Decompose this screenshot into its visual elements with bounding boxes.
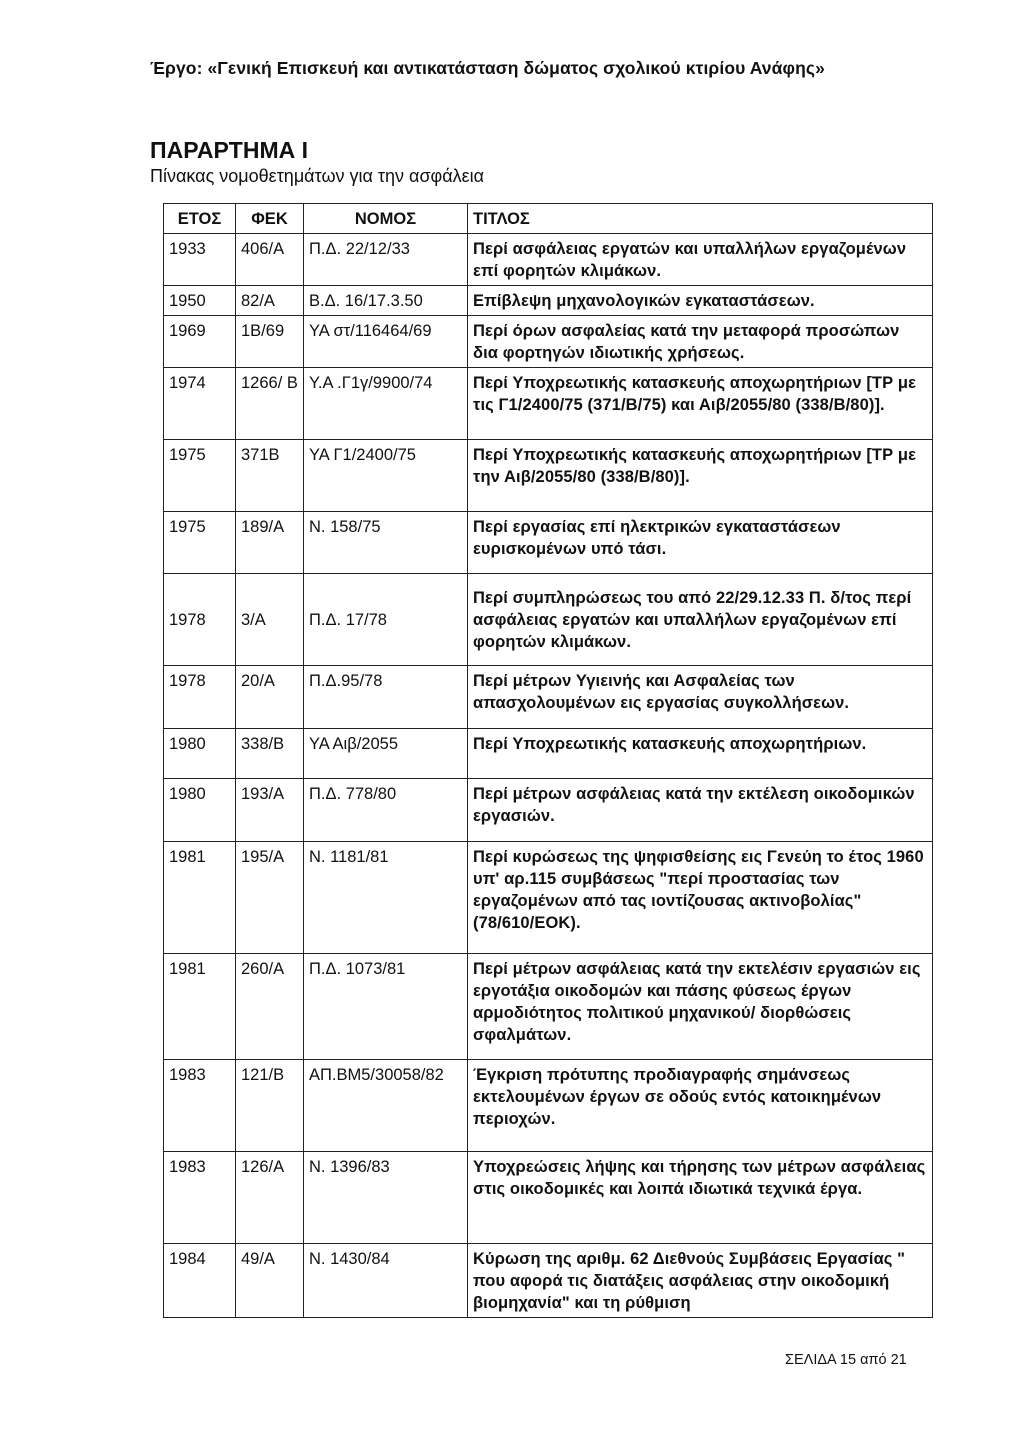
cell-fek: 121/Β [236,1060,304,1152]
cell-title: Κύρωση της αριθμ. 62 Διεθνούς Συμβάσεις Εργασίας " που αφορά τις διατάξεις ασφάλειας στην οικοδομική βιομηχανία" και τη ρύθμιση [468,1244,933,1318]
cell-fek: 126/Α [236,1152,304,1244]
table-row [164,954,933,1060]
cell-fek: 195/Α [236,842,304,954]
cell-law: Ν. 158/75 [304,512,468,574]
cell-year: 1950 [164,286,236,316]
cell-title: Περί μέτρων ασφάλειας κατά την εκτέλεση οικοδομικών εργασιών. [468,779,933,842]
cell-fek: 338/Β [236,729,304,779]
table-row [164,440,933,512]
cell-year: 1983 [164,1060,236,1152]
cell-year: 1984 [164,1244,236,1318]
cell-year: 1933 [164,234,236,286]
column-header-fek: ΦΕΚ [236,204,304,234]
cell-year: 1974 [164,368,236,440]
column-header-year: ΕΤΟΣ [164,204,236,234]
table-row [164,234,933,286]
cell-law: Π.Δ. 17/78 [304,574,468,666]
cell-title: Περί μέτρων Υγιεινής και Ασφαλείας των απασχολουμένων εις εργασίας συγκολλήσεων. [468,666,933,729]
page-number: ΣΕΛΙΔΑ 15 από 21 [785,1352,907,1368]
table-row [164,286,933,316]
cell-year: 1978 [164,666,236,729]
appendix-title: ΠΑΡΑΡΤΗΜΑ Ι [150,137,309,163]
cell-title: Περί συμπληρώσεως του από 22/29.12.33 Π. δ/τος περί ασφάλειας εργατών και υπαλλήλων εργαζομένων επί φορητών κλιμάκων. [468,574,933,666]
cell-fek: 82/Α [236,286,304,316]
cell-fek: 3/Α [236,574,304,666]
cell-law: Ν. 1181/81 [304,842,468,954]
cell-title: Περί Υποχρεωτικής κατασκευής αποχωρητήριων [ΤΡ με τις Γ1/2400/75 (371/Β/75) και Αιβ/2055/80 (338/Β/80)]. [468,368,933,440]
cell-title: Υποχρεώσεις λήψης και τήρησης των μέτρων ασφάλειας στις οικοδομικές και λοιπά ιδιωτικά τεχνικά έργα. [468,1152,933,1244]
cell-law: ΥΑ Γ1/2400/75 [304,440,468,512]
cell-fek: 1266/ Β [236,368,304,440]
cell-law: Π.Δ.95/78 [304,666,468,729]
cell-fek: 49/Α [236,1244,304,1318]
cell-law: ΑΠ.ΒΜ5/30058/82 [304,1060,468,1152]
cell-title: Περί Υποχρεωτικής κατασκευής αποχωρητήριων [ΤΡ με την Αιβ/2055/80 (338/Β/80)]. [468,440,933,512]
cell-title: Περί όρων ασφαλείας κατά την μεταφορά προσώπων δια φορτηγών ιδιωτικής χρήσεως. [468,316,933,368]
cell-year: 1983 [164,1152,236,1244]
table-row [164,779,933,842]
cell-year: 1975 [164,440,236,512]
cell-fek: 193/Α [236,779,304,842]
table-row [164,666,933,729]
cell-law: Υ.Α .Γ1γ/9900/74 [304,368,468,440]
table-row [164,1152,933,1244]
cell-law: Π.Δ. 1073/81 [304,954,468,1060]
cell-year: 1975 [164,512,236,574]
cell-title: Περί κυρώσεως της ψηφισθείσης εις Γενεύη το έτος 1960 υπ' αρ.115 συμβάσεως "περί προστασίας των εργαζομένων από τας ιοντίζουσας ακτινοβολίας" (78/610/ΕΟΚ). [468,842,933,954]
cell-title: Επίβλεψη μηχανολογικών εγκαταστάσεων. [468,286,933,316]
cell-fek: 371Β [236,440,304,512]
cell-fek: 20/Α [236,666,304,729]
table-row [164,574,933,666]
cell-year: 1978 [164,574,236,666]
cell-year: 1980 [164,729,236,779]
table-row [164,316,933,368]
table-row [164,512,933,574]
cell-title: Περί Υποχρεωτικής κατασκευής αποχωρητήριων. [468,729,933,779]
cell-title: Έγκριση πρότυπης προδιαγραφής σημάνσεως εκτελουμένων έργων σε οδούς εντός κατοικημένων περιοχών. [468,1060,933,1152]
cell-law: ΥΑ Αιβ/2055 [304,729,468,779]
cell-title: Περί ασφάλειας εργατών και υπαλλήλων εργαζομένων επί φορητών κλιμάκων. [468,234,933,286]
table-row [164,1244,933,1318]
table-header-row [164,204,933,234]
cell-law: Π.Δ. 778/80 [304,779,468,842]
cell-fek: 1Β/69 [236,316,304,368]
cell-year: 1981 [164,954,236,1060]
cell-year: 1969 [164,316,236,368]
cell-year: 1980 [164,779,236,842]
appendix-subtitle: Πίνακας νομοθετημάτων για την ασφάλεια [150,166,485,186]
cell-law: Ν. 1430/84 [304,1244,468,1318]
table-row [164,368,933,440]
cell-title: Περί μέτρων ασφάλειας κατά την εκτελέσιν εργασιών εις εργοτάξια οικοδομών και πάσης φύσεως έργων αρμοδιότητος πολιτικού μηχανικού/ διορθώσεις σφαλμάτων. [468,954,933,1060]
cell-fek: 260/Α [236,954,304,1060]
cell-law: ΥΑ στ/116464/69 [304,316,468,368]
cell-law: Β.Δ. 16/17.3.50 [304,286,468,316]
cell-year: 1981 [164,842,236,954]
cell-fek: 406/Α [236,234,304,286]
cell-law: Ν. 1396/83 [304,1152,468,1244]
column-header-title: ΤΙΤΛΟΣ [468,204,933,234]
table-body [164,234,933,1318]
table-row [164,729,933,779]
cell-law: Π.Δ. 22/12/33 [304,234,468,286]
table-row [164,842,933,954]
cell-title: Περί εργασίας επί ηλεκτρικών εγκαταστάσεων ευρισκομένων υπό τάσι. [468,512,933,574]
legislation-table [163,203,933,1318]
project-header: Έργο: «Γενική Επισκευή και αντικατάσταση δώματος σχολικού κτιρίου Ανάφης» [150,58,825,78]
table-row [164,1060,933,1152]
column-header-law: ΝΟΜΟΣ [304,204,468,234]
cell-fek: 189/Α [236,512,304,574]
